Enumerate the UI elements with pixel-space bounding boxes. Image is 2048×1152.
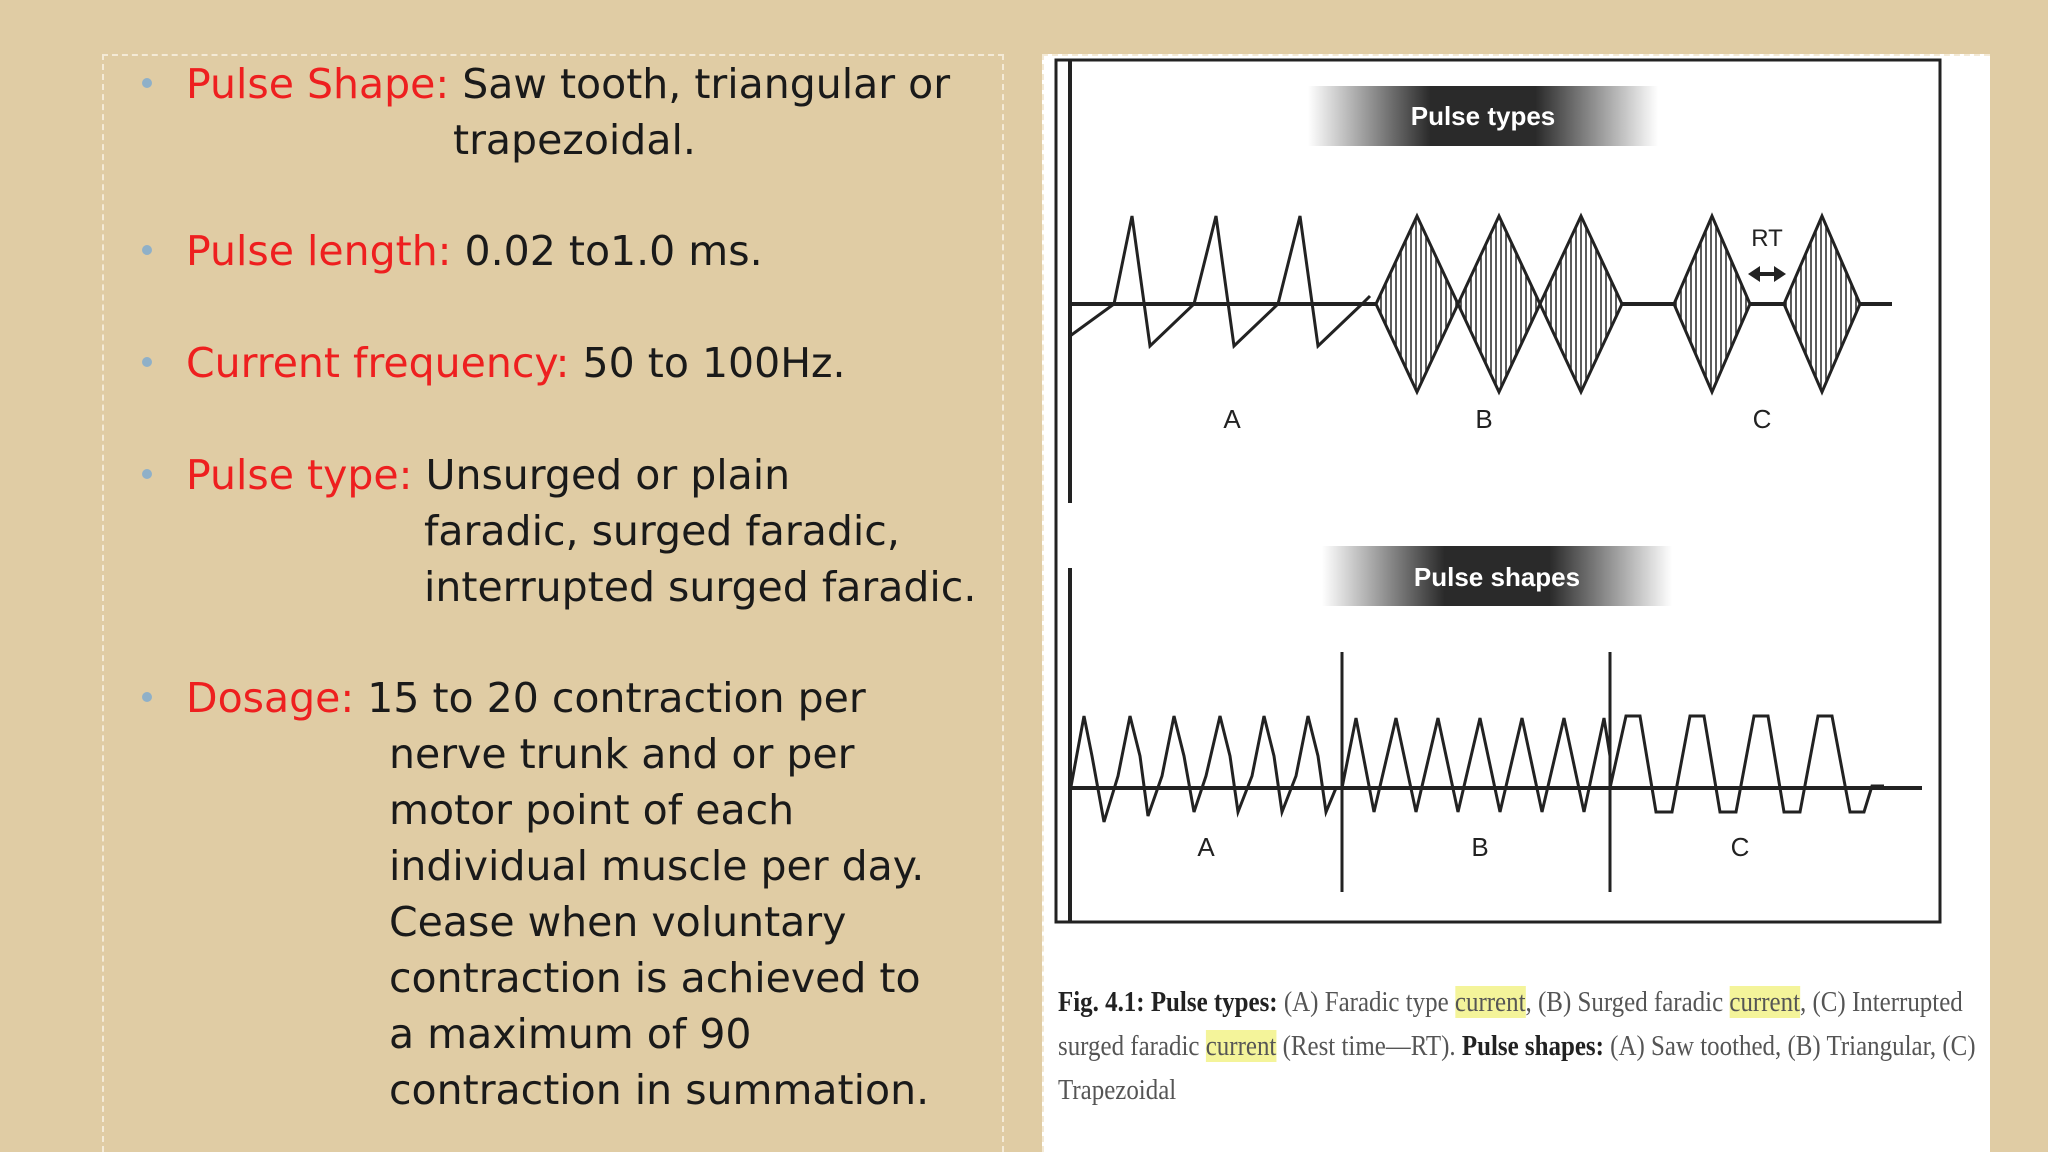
bullet-text: Unsurged or plain bbox=[425, 451, 791, 499]
bullet-dot bbox=[142, 357, 152, 367]
bullet-current-frequency bbox=[142, 335, 846, 391]
caption-part-c: , (C) Interrupted surged faradic bbox=[1058, 986, 1963, 1062]
bullet-text: individual muscle per day. bbox=[389, 842, 925, 890]
bullet-dot bbox=[142, 469, 152, 479]
bullet-text: faradic, surged faradic, bbox=[424, 507, 900, 555]
bullet-text: nerve trunk and or per bbox=[389, 730, 855, 778]
bullet-text: 50 to 100Hz. bbox=[582, 339, 846, 387]
bullet-text: 0.02 to1.0 ms. bbox=[464, 227, 763, 275]
type-a-waveform bbox=[1070, 216, 1370, 346]
bullet-text: interrupted surged faradic. bbox=[424, 563, 977, 611]
rt-arrow-head bbox=[1774, 266, 1786, 282]
bullet-dosage bbox=[142, 670, 929, 1118]
bullet-label: Pulse type: bbox=[186, 451, 413, 499]
bullet-label: Current frequency: bbox=[186, 339, 570, 387]
bullet-label: Pulse length: bbox=[186, 227, 452, 275]
bullet-pulse-type bbox=[142, 447, 976, 615]
bullet-text: trapezoidal. bbox=[453, 116, 696, 164]
bullet-text: 15 to 20 contraction per bbox=[367, 674, 866, 722]
figure-panel bbox=[1042, 54, 1990, 1152]
bullet-label: Pulse Shape: bbox=[186, 60, 450, 108]
shape-b-waveform bbox=[1342, 718, 1610, 812]
type-b-pulse bbox=[1376, 216, 1458, 392]
caption-shapes-text: (A) Saw toothed, (B) Triangular, (C) Trapezoidal bbox=[1058, 1030, 1976, 1106]
types-label-c: C bbox=[1752, 404, 1772, 434]
caption-fig-no: Fig. 4.1: bbox=[1058, 986, 1145, 1018]
bullet-dot bbox=[142, 78, 152, 88]
text-panel bbox=[102, 54, 1004, 1152]
bullet-text: contraction is achieved to bbox=[389, 954, 921, 1002]
bullet-text: motor point of each bbox=[389, 786, 795, 834]
type-b-pulse bbox=[1540, 216, 1622, 392]
bullet-dot bbox=[142, 245, 152, 255]
shape-a-waveform bbox=[1070, 716, 1336, 822]
shapes-label-c: C bbox=[1730, 832, 1750, 862]
caption-current-highlight: current bbox=[1729, 986, 1801, 1018]
rt-label: RT bbox=[1751, 225, 1783, 252]
types-label-a: A bbox=[1223, 404, 1241, 434]
caption-rest-time: (Rest time—RT). bbox=[1282, 1030, 1456, 1062]
figure-caption bbox=[1058, 980, 1978, 1112]
pulse-types-title: Pulse types bbox=[1410, 101, 1556, 131]
pulse-shapes-title: Pulse shapes bbox=[1413, 562, 1581, 592]
caption-types-heading: Pulse types: bbox=[1150, 986, 1278, 1018]
caption-shapes-heading: Pulse shapes: bbox=[1461, 1030, 1604, 1062]
type-c-pulse bbox=[1674, 216, 1750, 392]
bullet-pulse-length bbox=[142, 223, 763, 279]
bullet-text: Saw tooth, triangular or bbox=[462, 60, 951, 108]
bullet-text: a maximum of 90 bbox=[389, 1010, 752, 1058]
pulse-figure bbox=[1044, 56, 1990, 956]
caption-part-a: (A) Faradic type bbox=[1283, 986, 1449, 1018]
type-b-pulse bbox=[1458, 216, 1540, 392]
shape-c-waveform bbox=[1610, 716, 1884, 812]
rt-arrow-head bbox=[1748, 266, 1760, 282]
types-label-b: B bbox=[1475, 404, 1493, 434]
bullet-pulse-shape bbox=[142, 56, 950, 168]
shapes-label-a: A bbox=[1197, 832, 1215, 862]
bullet-text: contraction in summation. bbox=[389, 1066, 930, 1114]
type-c-pulse bbox=[1784, 216, 1860, 392]
caption-current-highlight: current bbox=[1454, 986, 1526, 1018]
shapes-label-b: B bbox=[1471, 832, 1489, 862]
caption-current-highlight: current bbox=[1205, 1030, 1277, 1062]
caption-part-b: , (B) Surged faradic bbox=[1525, 986, 1724, 1018]
bullet-label: Dosage: bbox=[186, 674, 355, 722]
bullet-text: Cease when voluntary bbox=[389, 898, 847, 946]
figure-frame bbox=[1056, 60, 1940, 922]
bullet-dot bbox=[142, 692, 152, 702]
